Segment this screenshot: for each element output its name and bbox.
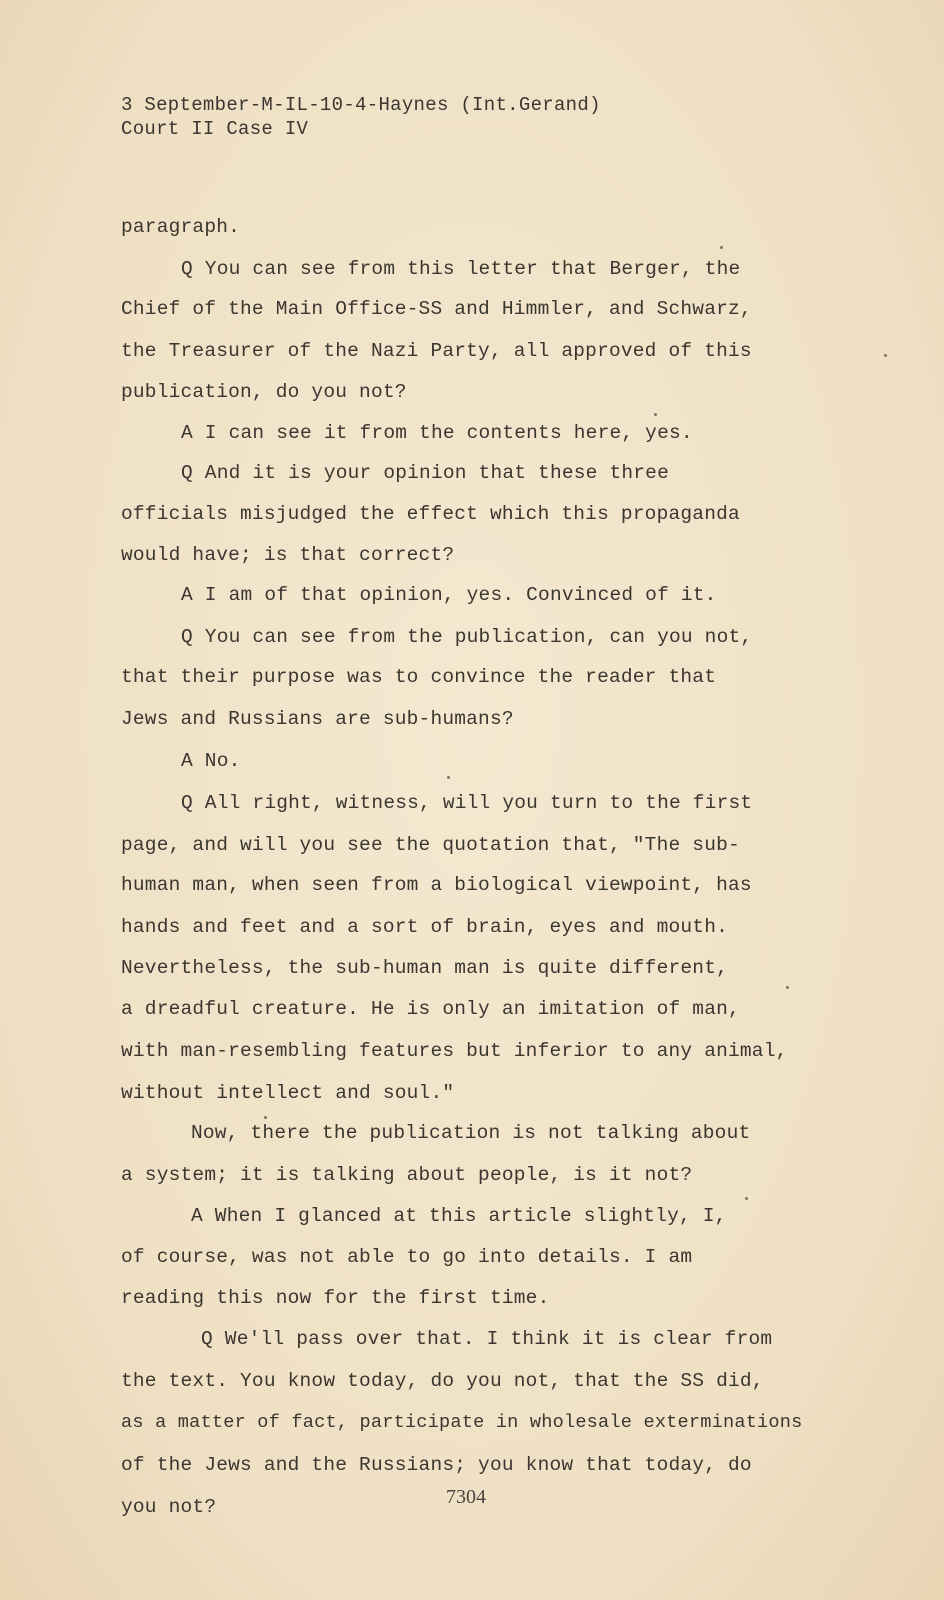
text-line: Q We'll pass over that. I think it is clear from [201, 1328, 773, 1350]
text-line: that their purpose was to convince the reader that [121, 666, 717, 688]
text-line: Q And it is your opinion that these three [181, 462, 669, 484]
text-line: publication, do you not? [121, 381, 407, 403]
text-line: Now, there the publication is not talking about [191, 1122, 751, 1144]
paper-speck [654, 413, 657, 416]
text-line: paragraph. [121, 216, 241, 238]
text-line: A No. [181, 750, 241, 772]
text-line: hands and feet and a sort of brain, eyes and mouth. [121, 916, 728, 938]
text-line: as a matter of fact, participate in wholesale exterminations [121, 1412, 803, 1433]
text-line: Q You can see from this letter that Berger, the [181, 258, 741, 280]
text-line: Q You can see from the publication, can you not, [181, 626, 753, 648]
text-line: reading this now for the first time. [121, 1287, 550, 1309]
page-number: 7304 [446, 1486, 486, 1508]
paper-speck [745, 1197, 748, 1200]
header-court-line: Court II Case IV [121, 118, 309, 140]
text-line: would have; is that correct? [121, 544, 455, 566]
paper-speck [786, 986, 789, 989]
text-line: a dreadful creature. He is only an imitation of man, [121, 998, 740, 1020]
text-line: of the Jews and the Russians; you know that today, do [121, 1454, 752, 1476]
text-line: of course, was not able to go into details. I am [121, 1246, 693, 1268]
header-session-line: 3 September-M-IL-10-4-Haynes (Int.Gerand) [121, 94, 601, 116]
text-line: Nevertheless, the sub-human man is quite different, [121, 957, 728, 979]
text-line: page, and will you see the quotation that, "The sub- [121, 834, 740, 856]
text-line: A I am of that opinion, yes. Convinced of it. [181, 584, 717, 606]
text-line: Jews and Russians are sub-humans? [121, 708, 514, 730]
text-line: Chief of the Main Office-SS and Himmler, and Schwarz, [121, 298, 752, 320]
text-line: officials misjudged the effect which this propaganda [121, 503, 740, 525]
text-line: the Treasurer of the Nazi Party, all approved of this [121, 340, 752, 362]
text-line: with man-resembling features but inferior to any animal, [121, 1040, 788, 1062]
paper-speck [884, 354, 887, 357]
text-line: the text. You know today, do you not, that the SS did, [121, 1370, 764, 1392]
text-line: A I can see it from the contents here, yes. [181, 422, 693, 444]
paper-speck [447, 776, 450, 779]
text-line: without intellect and soul." [121, 1082, 455, 1104]
paper-speck [264, 1116, 267, 1119]
text-line: A When I glanced at this article slightly, I, [191, 1205, 727, 1227]
text-line: you not? [121, 1496, 217, 1518]
paper-speck [720, 246, 723, 249]
text-line: human man, when seen from a biological viewpoint, has [121, 874, 752, 896]
text-line: a system; it is talking about people, is it not? [121, 1164, 693, 1186]
text-line: Q All right, witness, will you turn to the first [181, 792, 753, 814]
